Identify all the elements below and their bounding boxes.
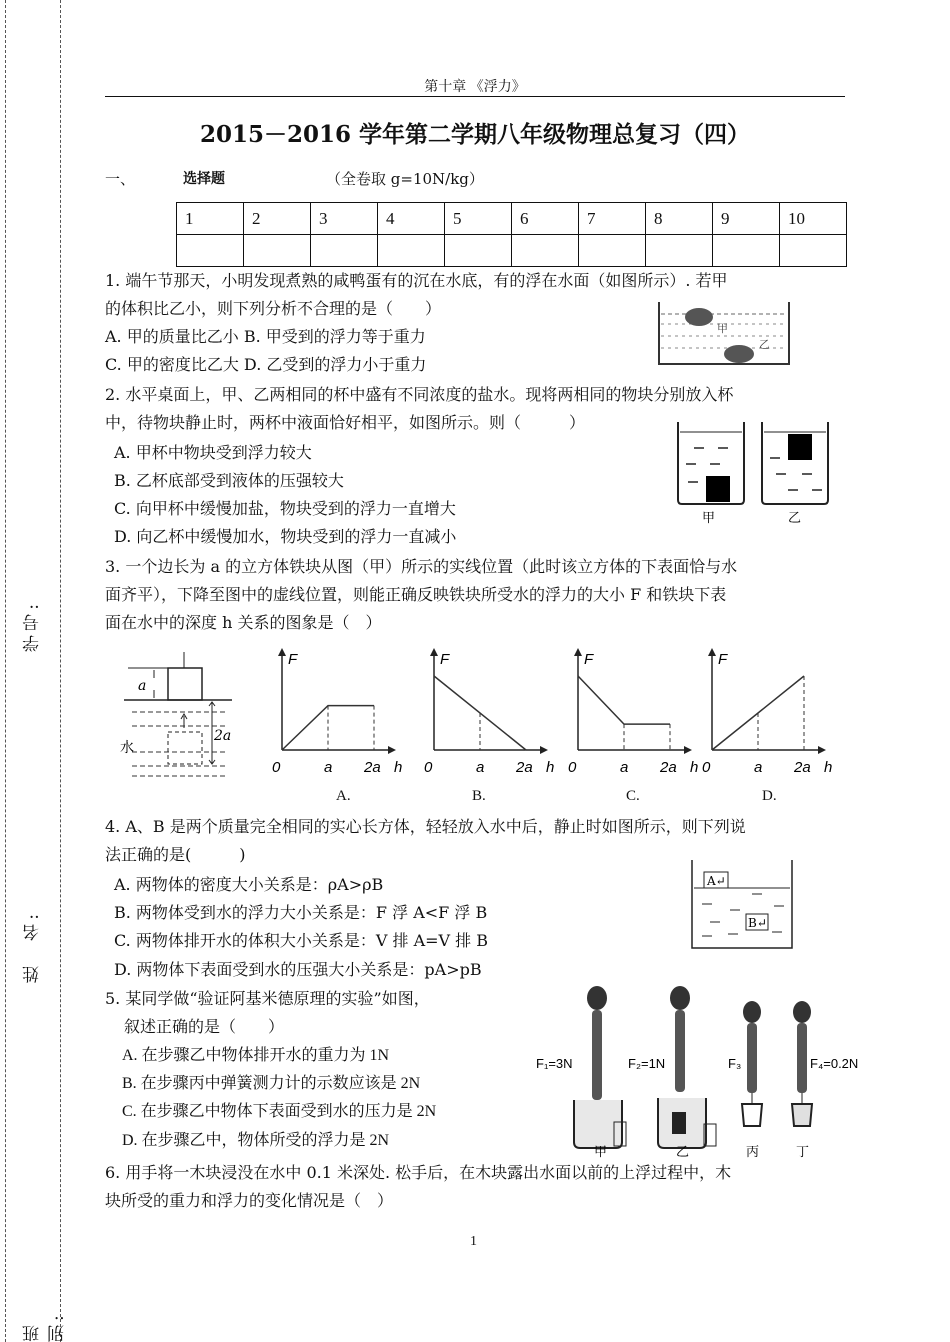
binding-line-inner: [60, 0, 61, 1342]
answer-col-1: 1: [177, 203, 244, 235]
graph-zero-label: 0: [568, 759, 577, 776]
answer-col-5: 5: [445, 203, 512, 235]
q4-option-a: A. 两物体的密度大小关系是：ρA>ρB: [114, 875, 384, 894]
graph-h-arrow: [388, 746, 396, 754]
q5-option-c: C. 在步骤乙中物体下表面受到水的压力是 2N: [122, 1103, 437, 1120]
class-label: 班 别:: [23, 1300, 68, 1342]
answer-cell[interactable]: [780, 235, 847, 267]
q5-f3-label: F₃: [728, 1056, 742, 1071]
q6-line1: 6. 用手将一木块浸没在水中 0.1 米深处. 松手后，在木块露出水面以前的上浮过程中，木: [105, 1163, 732, 1182]
answer-table-header-row: [177, 203, 847, 235]
q5-option-b: B. 在步骤丙中弹簧测力计的示数应该是 2N: [122, 1075, 421, 1092]
graph-a-label: a: [324, 759, 333, 776]
q3-option-c: C.: [626, 788, 640, 804]
graph-a-label: a: [620, 759, 629, 776]
answer-cell[interactable]: [244, 235, 311, 267]
graph-h-label: h: [546, 759, 555, 776]
graph-zero-label: 0: [702, 759, 711, 776]
q5-step-yi: 乙: [676, 1145, 690, 1160]
q3-line3: 面在水中的深度 h 关系的图象是（ ）: [105, 613, 382, 632]
q2-option-a: A. 甲杯中物块受到浮力较大: [114, 443, 312, 462]
answer-cell[interactable]: [378, 235, 445, 267]
q4-line2: 法正确的是( ): [105, 845, 246, 864]
answer-cell[interactable]: [445, 235, 512, 267]
answer-col-7: 7: [579, 203, 646, 235]
q3-cube-figure: [118, 648, 238, 780]
q1-egg-jia-label: 甲: [717, 322, 728, 335]
q3-fig-2a: 2a: [214, 728, 232, 744]
graph-f-arrow: [708, 648, 716, 656]
spring-scale-jia: [574, 986, 626, 1148]
header-rule: [105, 96, 845, 97]
answer-cell[interactable]: [579, 235, 646, 267]
graph-curve: [578, 676, 670, 724]
page-number: 1: [470, 1234, 477, 1249]
q4-blocks-figure: [688, 858, 798, 954]
q2-line1: 2. 水平桌面上，甲、乙两相同的杯中盛有不同浓度的盐水。现将两相同的物块分别放入杯: [105, 385, 734, 404]
student-number-label: 学号:: [23, 600, 43, 652]
graph-a-label: a: [476, 759, 485, 776]
answer-col-10: 10: [780, 203, 847, 235]
q1-line4: C. 甲的密度比乙大 D. 乙受到的浮力小于重力: [105, 355, 427, 374]
q2-cups-figure: [672, 418, 842, 528]
graph-h-arrow: [818, 746, 826, 754]
q5-step-jia: 甲: [594, 1145, 608, 1160]
q4-option-d: D. 两物体下表面受到水的压强大小关系是：pA>pB: [114, 960, 482, 979]
answer-col-8: 8: [646, 203, 713, 235]
q5-line1: 5. 某同学做“验证阿基米德原理的实验”如图，: [105, 989, 430, 1008]
q5-archimedes-figure: [534, 982, 874, 1158]
graph-a-label: a: [754, 759, 763, 776]
q5-step-ding: 丁: [796, 1145, 810, 1160]
answer-col-9: 9: [713, 203, 780, 235]
chapter-header: 第十章 《浮力》: [424, 80, 526, 95]
q3-option-a: A.: [336, 788, 351, 804]
q2-option-d: D. 向乙杯中缓慢加水，物块受到的浮力一直减小: [114, 527, 457, 546]
q1-eggs-figure: [655, 298, 795, 370]
section-note: （全卷取 g=10N/kg）: [326, 170, 484, 188]
q2-option-b: B. 乙杯底部受到液体的压强较大: [114, 471, 344, 490]
answer-table: [176, 202, 847, 267]
q5-option-d: D. 在步骤乙中，物体所受的浮力是 2N: [122, 1132, 390, 1149]
graph-zero-label: 0: [424, 759, 433, 776]
answer-col-6: 6: [512, 203, 579, 235]
graph-zero-label: 0: [272, 759, 281, 776]
graph-2a-label: 2a: [516, 759, 533, 776]
q3-line2: 面齐平），下降至图中的虚线位置，则能正确反映铁块所受水的浮力的大小 F 和铁块下表: [105, 585, 727, 604]
graph-h-label: h: [690, 759, 699, 776]
graph-f-arrow: [278, 648, 286, 656]
q6-line2: 块所受的重力和浮力的变化情况是（ ）: [105, 1191, 394, 1210]
page-title: 2015－2016 学年第二学期八年级物理总复习（四）: [199, 121, 751, 148]
q1-egg-yi-label: 乙: [759, 338, 770, 351]
q5-option-a: A. 在步骤乙中物体排开水的重力为 1N: [122, 1047, 390, 1064]
q3-graph-a: [260, 644, 403, 784]
graph-f-label: F: [440, 651, 450, 668]
q3-graph-d: [690, 644, 833, 784]
graph-2a-label: 2a: [794, 759, 811, 776]
q3-option-b: B.: [472, 788, 486, 804]
q3-fig-water: 水: [120, 740, 134, 756]
q3-graph-options: [260, 644, 850, 784]
q4-block-b: B↵: [748, 916, 767, 930]
q3-option-d: D.: [762, 788, 777, 804]
answer-cell[interactable]: [646, 235, 713, 267]
section-name: 选择题: [183, 171, 225, 187]
q4-option-b: B. 两物体受到水的浮力大小关系是：F 浮 A<F 浮 B: [114, 903, 488, 922]
q5-f1-label: F₁=3N: [536, 1056, 573, 1071]
q4-option-c: C. 两物体排开水的体积大小关系是：V 排 A=V 排 B: [114, 931, 489, 950]
q1-line2: 的体积比乙小，则下列分析不合理的是（ ）: [105, 299, 442, 318]
graph-f-arrow: [574, 648, 582, 656]
q3-line1: 3. 一个边长为 a 的立方体铁块从图（甲）所示的实线位置（此时该立方体的下表面恰与水: [105, 557, 738, 576]
binding-line: [5, 0, 16, 1342]
section-number: 一、: [105, 170, 136, 188]
q5-line2: 叙述正确的是（ ）: [124, 1017, 285, 1036]
q3-graph-c: [556, 644, 699, 784]
q4-line1: 4. A、B 是两个质量完全相同的实心长方体，轻轻放入水中后，静止时如图所示，则下列说: [105, 817, 746, 836]
q2-option-c: C. 向甲杯中缓慢加盐，物块受到的浮力一直增大: [114, 499, 456, 518]
spring-scale-bing: [742, 1001, 762, 1126]
answer-cell[interactable]: [713, 235, 780, 267]
answer-cell[interactable]: [177, 235, 244, 267]
graph-f-label: F: [718, 651, 728, 668]
answer-col-4: 4: [378, 203, 445, 235]
graph-2a-label: 2a: [364, 759, 381, 776]
answer-cell[interactable]: [311, 235, 378, 267]
graph-f-arrow: [430, 648, 438, 656]
graph-2a-label: 2a: [660, 759, 677, 776]
graph-f-label: F: [584, 651, 594, 668]
q5-f2-label: F₂=1N: [628, 1056, 666, 1071]
answer-col-2: 2: [244, 203, 311, 235]
spring-scale-yi: [658, 986, 716, 1148]
q2-line2: 中，待物块静止时，两杯中液面恰好相平，如图所示。则（ ）: [105, 413, 586, 432]
q5-step-bing: 丙: [746, 1145, 760, 1160]
q3-fig-a: a: [138, 678, 147, 694]
graph-f-label: F: [288, 651, 298, 668]
q1-line1: 1. 端午节那天，小明发现煮熟的咸鸭蛋有的沉在水底，有的浮在水面（如图所示）. 若甲: [105, 271, 728, 290]
graph-h-arrow: [540, 746, 548, 754]
q3-graph-b: [412, 644, 555, 784]
q1-line3: A. 甲的质量比乙小 B. 甲受到的浮力等于重力: [105, 327, 426, 346]
q2-cup-yi-label: 乙: [788, 511, 802, 526]
answer-cell[interactable]: [512, 235, 579, 267]
answer-col-3: 3: [311, 203, 378, 235]
q4-block-a: A↵: [707, 874, 726, 888]
spring-scale-ding: [792, 1001, 812, 1126]
answer-table-blank-row: [177, 235, 847, 267]
graph-h-label: h: [824, 759, 833, 776]
graph-h-label: h: [394, 759, 403, 776]
student-name-label: 姓 名:: [23, 910, 43, 983]
q5-f4-label: F₄=0.2N: [810, 1056, 859, 1071]
q2-cup-jia-label: 甲: [702, 511, 716, 526]
